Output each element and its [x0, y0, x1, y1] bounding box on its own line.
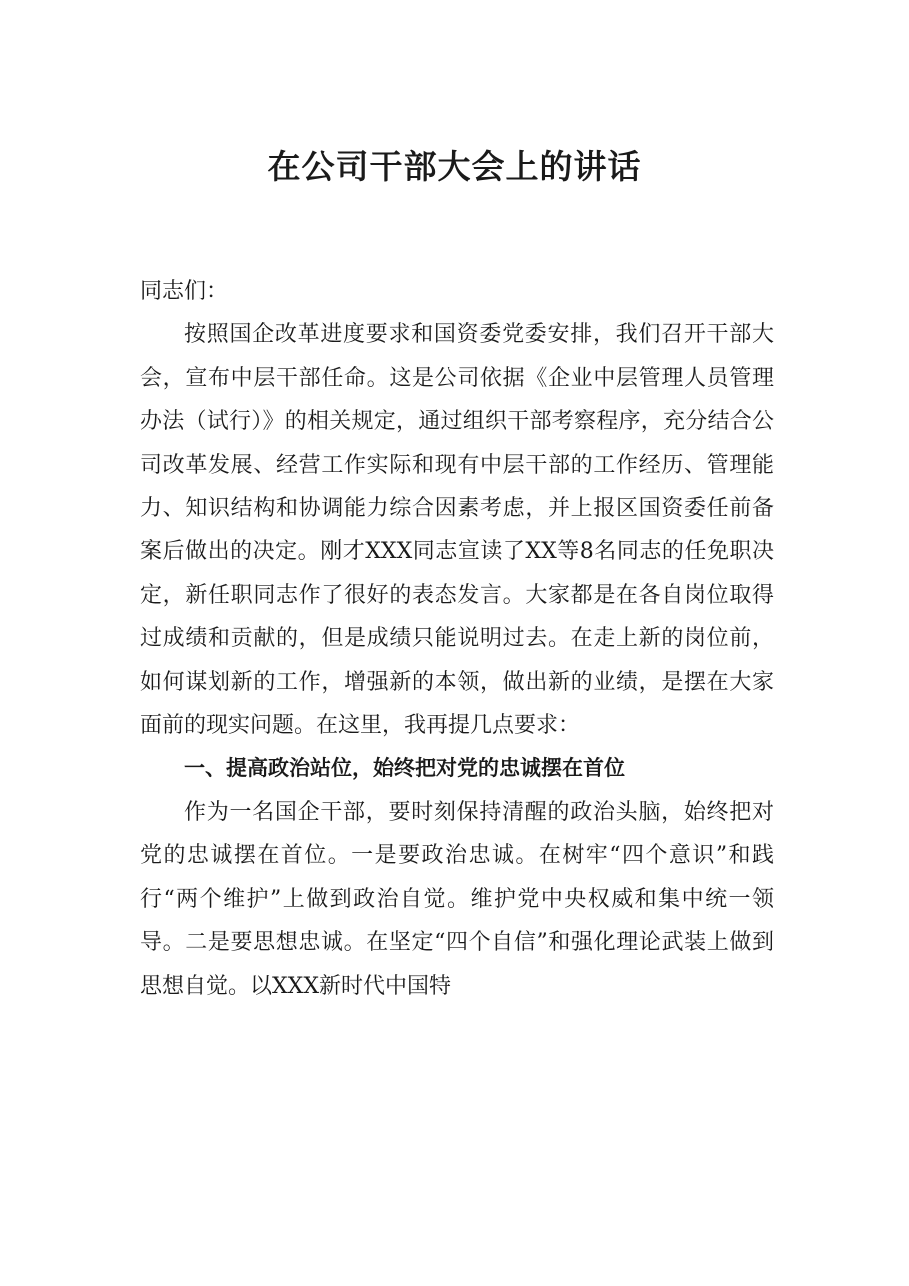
- section-heading-1: 一、提高政治站位，始终把对党的忠诚摆在首位: [184, 756, 625, 781]
- paragraph-section-1: 作为一名国企干部，要时刻保持清醒的政治头脑，始终把对党的忠诚摆在首位。一是要政治忠诚。在树牢“四个意识”和践行“两个维护”上做到政治自觉。维护党中央权威和集中统一领导。二是要思想忠诚。在坚定“四个自信”和强化理论武装上做到思想自觉。以XXX新时代中国特: [140, 799, 774, 999]
- document-body: [140, 270, 774, 1008]
- paragraph-intro: 按照国企改革进度要求和国资委党委安排，我们召开干部大会，宣布中层干部任命。这是公司依据《企业中层管理人员管理办法（试行）》的相关规定，通过组织干部考察程序，充分结合公司改革发展、经营工作实际和现有中层干部的工作经历、管理能力、知识结构和协调能力综合因素考虑，并上报区国资委任前备案后做出的决定。刚才XXX同志宣读了XX等8名同志的任免职决定，新任职同志作了很好的表态发言。大家都是在各自岗位取得过成绩和贡献的，但是成绩只能说明过去。在走上新的岗位前，如何谋划新的工作，增强新的本领，做出新的业绩，是摆在大家面前的现实问题。在这里，我再提几点要求：: [140, 322, 774, 739]
- document-title: 在公司干部大会上的讲话: [267, 147, 642, 186]
- salutation: 同志们：: [140, 279, 229, 304]
